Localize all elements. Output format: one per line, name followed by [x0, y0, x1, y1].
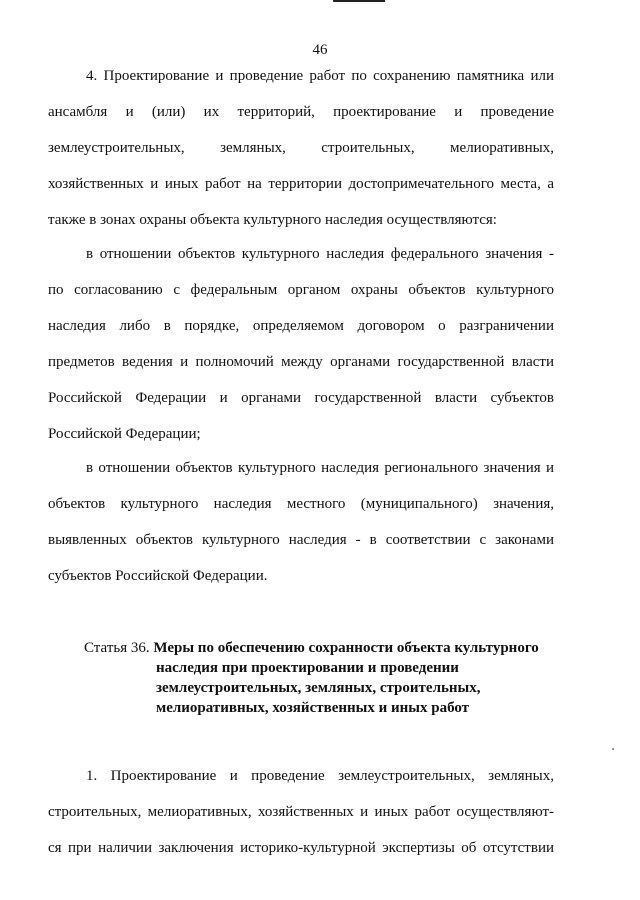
text-line: по согласованию с федеральным органом охраны объектов культурного	[48, 282, 554, 298]
text-line: ансамбля и (или) их территорий, проектирование и проведение	[48, 104, 554, 120]
text-line: Российской Федерации;	[48, 426, 201, 442]
text-line: ся при наличии заключения историко-культурной экспертизы об отсутствии	[48, 840, 554, 856]
text-line: в отношении объектов культурного наследия федерального значения -	[86, 246, 554, 262]
top-rule	[333, 0, 385, 2]
text-line: 4. Проектирование и проведение работ по сохранению памятника или	[86, 68, 554, 84]
text-line: также в зонах охраны объекта культурного наследия осуществляются:	[48, 212, 497, 228]
margin-mark	[612, 748, 614, 750]
text-line: предметов ведения и полномочий между органами государственной власти	[48, 354, 554, 370]
text-line: субъектов Российской Федерации.	[48, 568, 268, 584]
text-line: объектов культурного наследия местного (муниципального) значения,	[48, 496, 554, 512]
article-heading	[84, 638, 564, 718]
text-line: наследия либо в порядке, определяемом договором о разграничении	[48, 318, 554, 334]
article-title-line: Меры по обеспечению сохранности объекта культурного	[153, 640, 539, 656]
text-line: в отношении объектов культурного наследия регионального значения и	[86, 460, 554, 476]
article-title-line: наследия при проектировании и проведении	[156, 660, 459, 676]
text-line: строительных, мелиоративных, хозяйственных и иных работ осуществляют-	[48, 804, 554, 820]
text-line: выявленных объектов культурного наследия - в соответствии с законами	[48, 532, 554, 548]
article-number: Статья 36.	[84, 640, 150, 656]
text-line: землеустроительных, земляных, строительных, мелиоративных,	[48, 140, 554, 156]
article-title-line: мелиоративных, хозяйственных и иных работ	[156, 700, 470, 716]
page-number: 46	[312, 42, 328, 58]
text-line: хозяйственных и иных работ на территории достопримечательного места, а	[48, 176, 554, 192]
text-line: Российской Федерации и органами государственной власти субъектов	[48, 390, 554, 406]
text-line: 1. Проектирование и проведение землеустроительных, земляных,	[86, 768, 554, 784]
article-title-line: землеустроительных, земляных, строительных,	[156, 680, 481, 696]
